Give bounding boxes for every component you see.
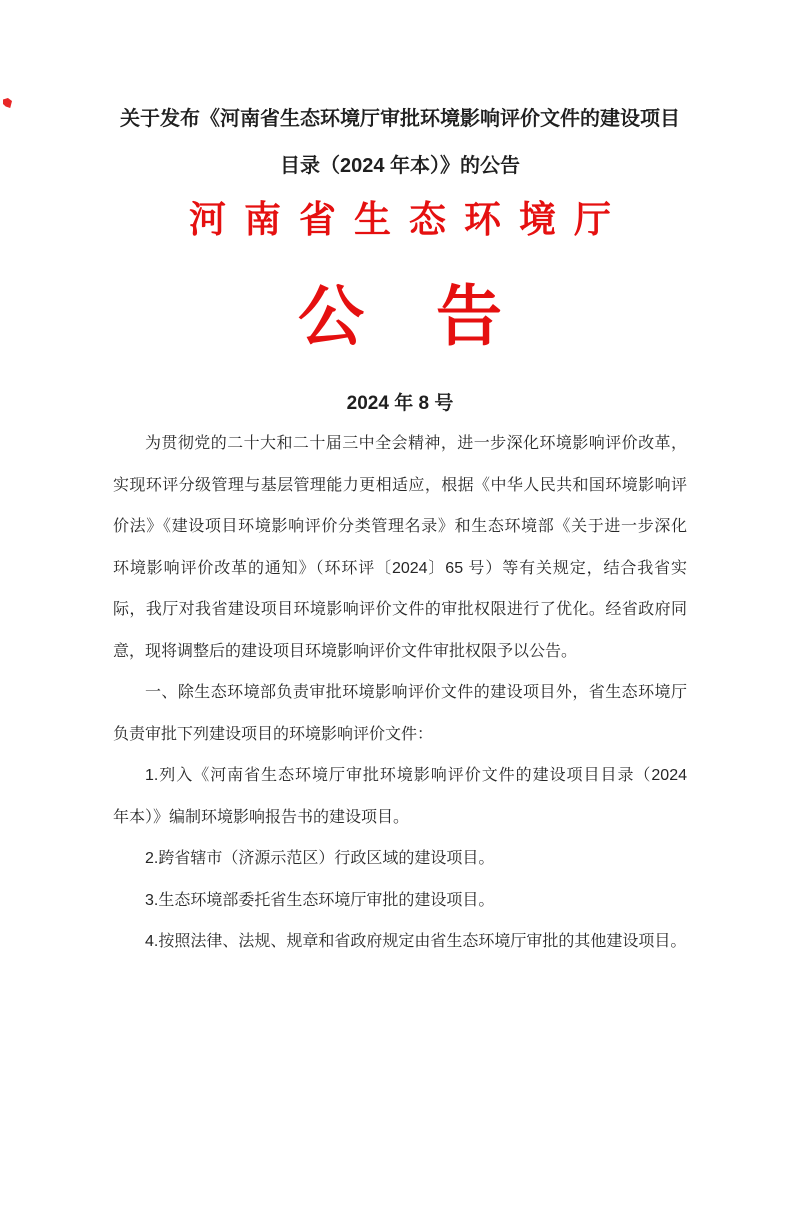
agency-name: 河南省生态环境厅 xyxy=(189,199,629,240)
corner-red-mark xyxy=(3,98,12,108)
body-paragraph xyxy=(113,423,687,672)
body-paragraph xyxy=(113,755,687,838)
body-line: 价法》《建设项目环境影响评价分类管理名录》和生态环境部《关于进一步深化 xyxy=(113,518,687,535)
body-line: 4.按照法律、法规、规章和省政府规定由省生态环境厅审批的其他建设项目。 xyxy=(145,933,687,950)
body-line: 际，我厅对我省建设项目环境影响评价文件的审批权限进行了优化。经省政府同 xyxy=(113,601,687,618)
body-line: 年本）》编制环境影响报告书的建设项目。 xyxy=(113,808,410,826)
body-line: 为贯彻党的二十大和二十届三中全会精神，进一步深化环境影响评价改革， xyxy=(145,435,687,452)
body-paragraph xyxy=(113,672,687,755)
body-paragraph xyxy=(113,921,687,963)
body-line: 意，现将调整后的建设项目环境影响评价文件审批权限予以公告。 xyxy=(113,642,578,660)
body-line: 实现环评分级管理与基层管理能力更相适应，根据《中华人民共和国环境影响评 xyxy=(113,476,687,494)
body-line: 负责审批下列建设项目的环境影响评价文件： xyxy=(113,725,434,743)
notice-heading: 公告 xyxy=(298,279,574,353)
body-line: 1.列入《河南省生态环境厅审批环境影响评价文件的建设项目目录（2024 xyxy=(145,767,687,784)
body-line: 一、除生态环境部负责审批环境影响评价文件的建设项目外，省生态环境厅 xyxy=(145,684,687,701)
body-line: 2.跨省辖市（济源示范区）行政区域的建设项目。 xyxy=(145,850,495,867)
body-paragraph xyxy=(113,880,687,922)
doc-number: 2024 年 8 号 xyxy=(346,393,454,414)
document-title-line-1: 关于发布《河南省生态环境厅审批环境影响评价文件的建设项目 xyxy=(120,108,680,130)
body-line: 环境影响评价改革的通知》（环环评〔2024〕65 号）等有关规定，结合我省实 xyxy=(113,559,687,577)
body-paragraph xyxy=(113,838,687,880)
announcement-document xyxy=(0,96,800,1227)
body-text xyxy=(113,423,687,963)
document-title xyxy=(113,96,687,190)
body-line: 3.生态环境部委托省生态环境厅审批的建设项目。 xyxy=(145,891,495,909)
document-title-line-2: 目录（2024 年本）》的公告 xyxy=(279,155,521,177)
